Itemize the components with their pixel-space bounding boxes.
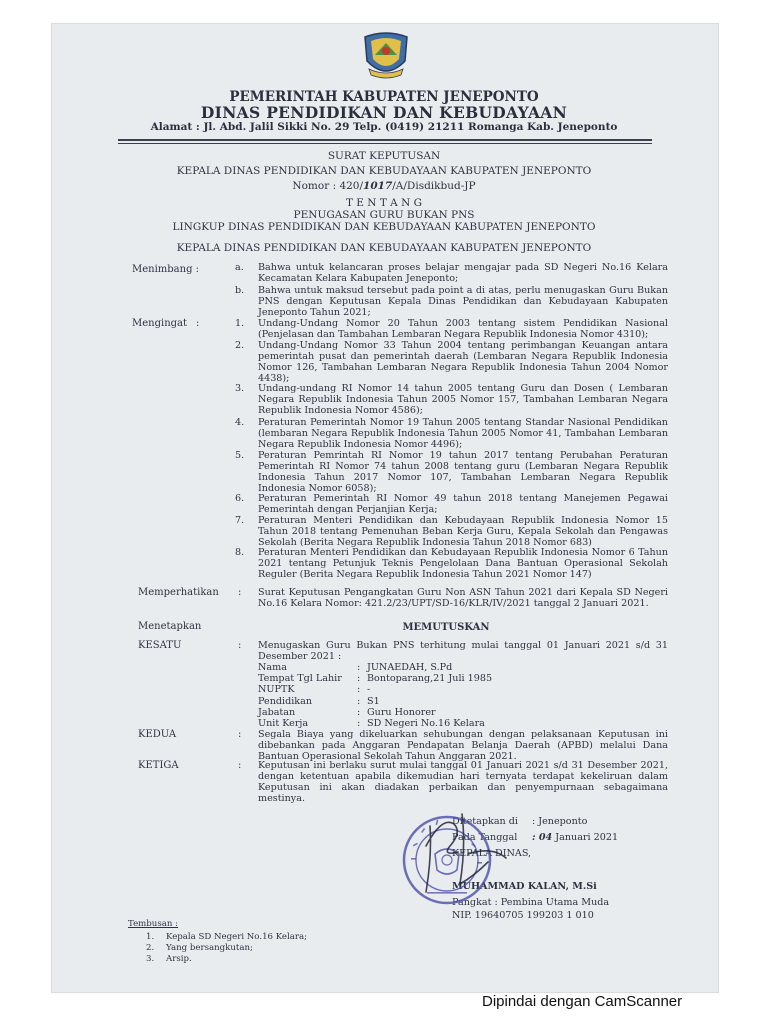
- field-sep: :: [357, 662, 361, 673]
- field-key: Nama: [258, 662, 287, 673]
- list-mark: 4.: [235, 417, 245, 428]
- tembusan-item-1: Kepala SD Negeri No.16 Kelara;: [166, 932, 308, 942]
- tembusan-item-2: Yang bersangkutan;: [166, 943, 253, 953]
- ketiga-label: KETIGA: [138, 760, 179, 771]
- field-sep: :: [357, 696, 361, 707]
- tembusan-label: Tembusan :: [128, 919, 179, 929]
- field-nuptk-value: -: [367, 684, 371, 695]
- list-mark: 8.: [235, 547, 245, 558]
- field-key: Tempat Tgl Lahir: [258, 673, 342, 684]
- authority-line: KEPALA DINAS PENDIDIKAN DAN KEBUDAYAAN KABUPATEN JENEPONTO: [176, 242, 592, 254]
- field-pendidikan-value: S1: [367, 696, 380, 707]
- field-ttl-value: Bontoparang,21 Juli 1985: [367, 673, 493, 684]
- ketiga-colon: :: [238, 760, 242, 771]
- kedua-colon: :: [238, 729, 242, 740]
- list-mark: 1.: [146, 932, 155, 942]
- memutuskan-heading: MEMUTUSKAN: [402, 622, 490, 633]
- field-jabatan-value: Guru Honorer: [367, 707, 436, 718]
- field-sep: :: [357, 673, 361, 684]
- document-type: SURAT KEPUTUSAN: [327, 150, 441, 162]
- mengingat-item-8: Peraturan Menteri Pendidikan dan Kebudayaan Republik Indonesia Nomor 6 Tahun 2021 tentang Petunjuk Teknis Pengelolaan Dana Bantuan Operasional Sekolah Reguler (Berita Negara Republik Indonesia Tahun 2021 Nomor 147): [258, 547, 668, 580]
- list-mark: 2.: [146, 943, 155, 953]
- field-key: Jabatan: [258, 707, 296, 718]
- memperhatikan-text: Surat Keputusan Pengangkatan Guru Non ASN Tahun 2021 dari Kepala SD Negeri No.16 Kelara Nomor: 421.2/23/UPT/SD-16/KLR/IV/2021 tanggal 2 Januari 2021.: [258, 587, 668, 609]
- camscanner-footer: Dipindai dengan CamScanner: [482, 993, 683, 1010]
- mengingat-item-7: Peraturan Menteri Pendidikan dan Kebudayaan Republik Indonesia Nomor 15 Tahun 2018 tentang Pemenuhan Beban Kerja Guru, Kepala Sekolah dan Pengawas Sekolah (Berita Negara Republik Indonesia Tahun 2018 Nomor 683): [258, 515, 668, 548]
- place-value: : Jeneponto: [532, 816, 588, 827]
- subject-line-1: PENUGASAN GURU BUKAN PNS: [293, 209, 475, 221]
- field-nama-value: JUNAEDAH, S.Pd: [367, 662, 453, 673]
- menimbang-item-a: Bahwa untuk kelancaran proses belajar mengajar pada SD Negeri No.16 Kelara Kecamatan Kelara Kabupaten Jeneponto;: [258, 262, 668, 284]
- mengingat-colon: :: [196, 318, 200, 329]
- memperhatikan-colon: :: [238, 587, 242, 598]
- menimbang-label: Menimbang :: [132, 264, 200, 275]
- list-mark: a.: [235, 262, 244, 273]
- list-mark: 1.: [235, 318, 245, 329]
- list-mark: 6.: [235, 493, 245, 504]
- field-key: NUPTK: [258, 684, 295, 695]
- field-unit-value: SD Negeri No.16 Kelara: [367, 718, 485, 729]
- date-label: Pada Tanggal: [452, 832, 518, 843]
- signer-name: MUHAMMAD KALAN, M.Si: [452, 881, 597, 892]
- ketiga-text: Keputusan ini berlaku surut mulai tanggal 01 Januari 2021 s/d 31 Desember 2021, dengan ketentuan apabila dikemudian hari ternyata terdapat kekeliruan dalam Keputusan ini akan diadakan perbaikan dan penyempurnaan sebagaimana mestinya.: [258, 760, 668, 804]
- kedua-label: KEDUA: [138, 729, 177, 740]
- tembusan-item-3: Arsip.: [166, 954, 192, 964]
- field-sep: :: [357, 707, 361, 718]
- about-heading: T E N T A N G: [345, 197, 423, 209]
- mengingat-item-6: Peraturan Pemerintah RI Nomor 49 tahun 2018 tentang Manejemen Pegawai Pemerintah dengan Perjanjian Kerja;: [258, 493, 668, 515]
- number-suffix: /A/Disdikbud-JP: [392, 180, 476, 192]
- list-mark: 3.: [235, 383, 245, 394]
- position-title: KEPALA DINAS,: [452, 848, 532, 859]
- mengingat-item-2: Undang-Undang Nomor 33 Tahun 2004 tentang perimbangan Keuangan antara pemerintah pusat dan pemerintah daerah (Lembaran Negara Republik Indonesia Nomor 126, Tambahan Lembaran Negara Republik Indonesia Tahun 2004 Nomor 4438);: [258, 340, 668, 384]
- kabupaten-emblem-logo: [359, 29, 413, 83]
- signer-nip: NIP. 19640705 199203 1 010: [452, 910, 594, 921]
- list-mark: 5.: [235, 450, 245, 461]
- letterhead-office: DINAS PENDIDIKAN DAN KEBUDAYAAN: [200, 103, 568, 122]
- letterhead-government: PEMERINTAH KABUPATEN JENEPONTO: [229, 89, 539, 105]
- number-handwritten: 1017: [363, 180, 393, 192]
- kedua-text: Segala Biaya yang dikeluarkan sehubungan dengan pelaksanaan Keputusan ini dibebankan pada Anggaran Pendapatan Belanja Daerah (APBD) melalui Dana Bantuan Operasional Sekolah Tahun Anggaran 2021.: [258, 729, 668, 762]
- kesatu-label: KESATU: [138, 640, 182, 651]
- document-issuer: KEPALA DINAS PENDIDIKAN DAN KEBUDAYAAN KABUPATEN JENEPONTO: [176, 165, 592, 177]
- handwritten-signature: [402, 806, 542, 906]
- mengingat-item-3: Undang-undang RI Nomor 14 tahun 2005 tentang Guru dan Dosen ( Lembaran Negara Republik Indonesia Tahun 2005 Nomor 157, Tambahan Lembaran Negara Republik Indonesia Nomor 4586);: [258, 383, 668, 416]
- field-sep: :: [357, 684, 361, 695]
- memperhatikan-label: Memperhatikan: [138, 587, 219, 598]
- letterhead-rule-thin: [118, 143, 652, 144]
- document-number: [0, 180, 768, 192]
- letterhead-address: Alamat : Jl. Abd. Jalil Sikki No. 29 Telp. (0419) 21211 Romanga Kab. Jeneponto: [150, 121, 618, 133]
- list-mark: 3.: [146, 954, 155, 964]
- place-label: Ditetapkan di: [452, 816, 518, 827]
- field-key: Unit Kerja: [258, 718, 309, 729]
- date-value: [532, 832, 618, 843]
- menimbang-item-b: Bahwa untuk maksud tersebut pada point a di atas, perlu menugaskan Guru Bukan PNS dengan Keputusan Kepala Dinas Pendidikan dan Kebudayaan Kabupaten Jeneponto Tahun 2021;: [258, 285, 668, 318]
- list-mark: 2.: [235, 340, 245, 351]
- letterhead-rule: [118, 139, 652, 141]
- signer-rank: Pangkat : Pembina Utama Muda: [452, 897, 610, 908]
- list-mark: b.: [235, 285, 245, 296]
- field-sep: :: [357, 718, 361, 729]
- date-handwritten: : 04: [532, 832, 553, 843]
- menetapkan-label: Menetapkan: [138, 621, 202, 632]
- mengingat-item-5: Peraturan Pemrintah RI Nomor 19 tahun 2017 tentang Perubahan Peraturan Pemerintah RI Nomor 74 tahun 2008 tentang guru (Lembaran Negara Republik Indonesia Tahun 2017 Nomor 107, Tambahan Lembaran Negara Republik Indonesia Nomor 6058);: [258, 450, 668, 494]
- mengingat-item-4: Peraturan Pemerintah Nomor 19 Tahun 2005 tentang Standar Nasional Pendidikan (lembaran Negara Republik Indonesia Tahun 2005 Nomor 41, Tambahan Lembaran Negara Republik Indonesia Nomor 4496);: [258, 417, 668, 450]
- kesatu-colon: :: [238, 640, 242, 651]
- subject-line-2: LINGKUP DINAS PENDIDIKAN DAN KEBUDAYAAN KABUPATEN JENEPONTO: [172, 221, 596, 233]
- mengingat-label: Mengingat: [132, 318, 188, 329]
- list-mark: 7.: [235, 515, 245, 526]
- mengingat-item-1: Undang-Undang Nomor 20 Tahun 2003 tentang sistem Pendidikan Nasional (Penjelasan dan Tambahan Lembaran Negara Republik Indonesia Nomor 4310);: [258, 318, 668, 340]
- kesatu-text: Menugaskan Guru Bukan PNS terhitung mulai tanggal 01 Januari 2021 s/d 31 Desember 2021 :: [258, 640, 668, 662]
- field-key: Pendidikan: [258, 696, 313, 707]
- number-label: Nomor : 420/: [292, 180, 364, 192]
- date-rest: Januari 2021: [552, 832, 619, 843]
